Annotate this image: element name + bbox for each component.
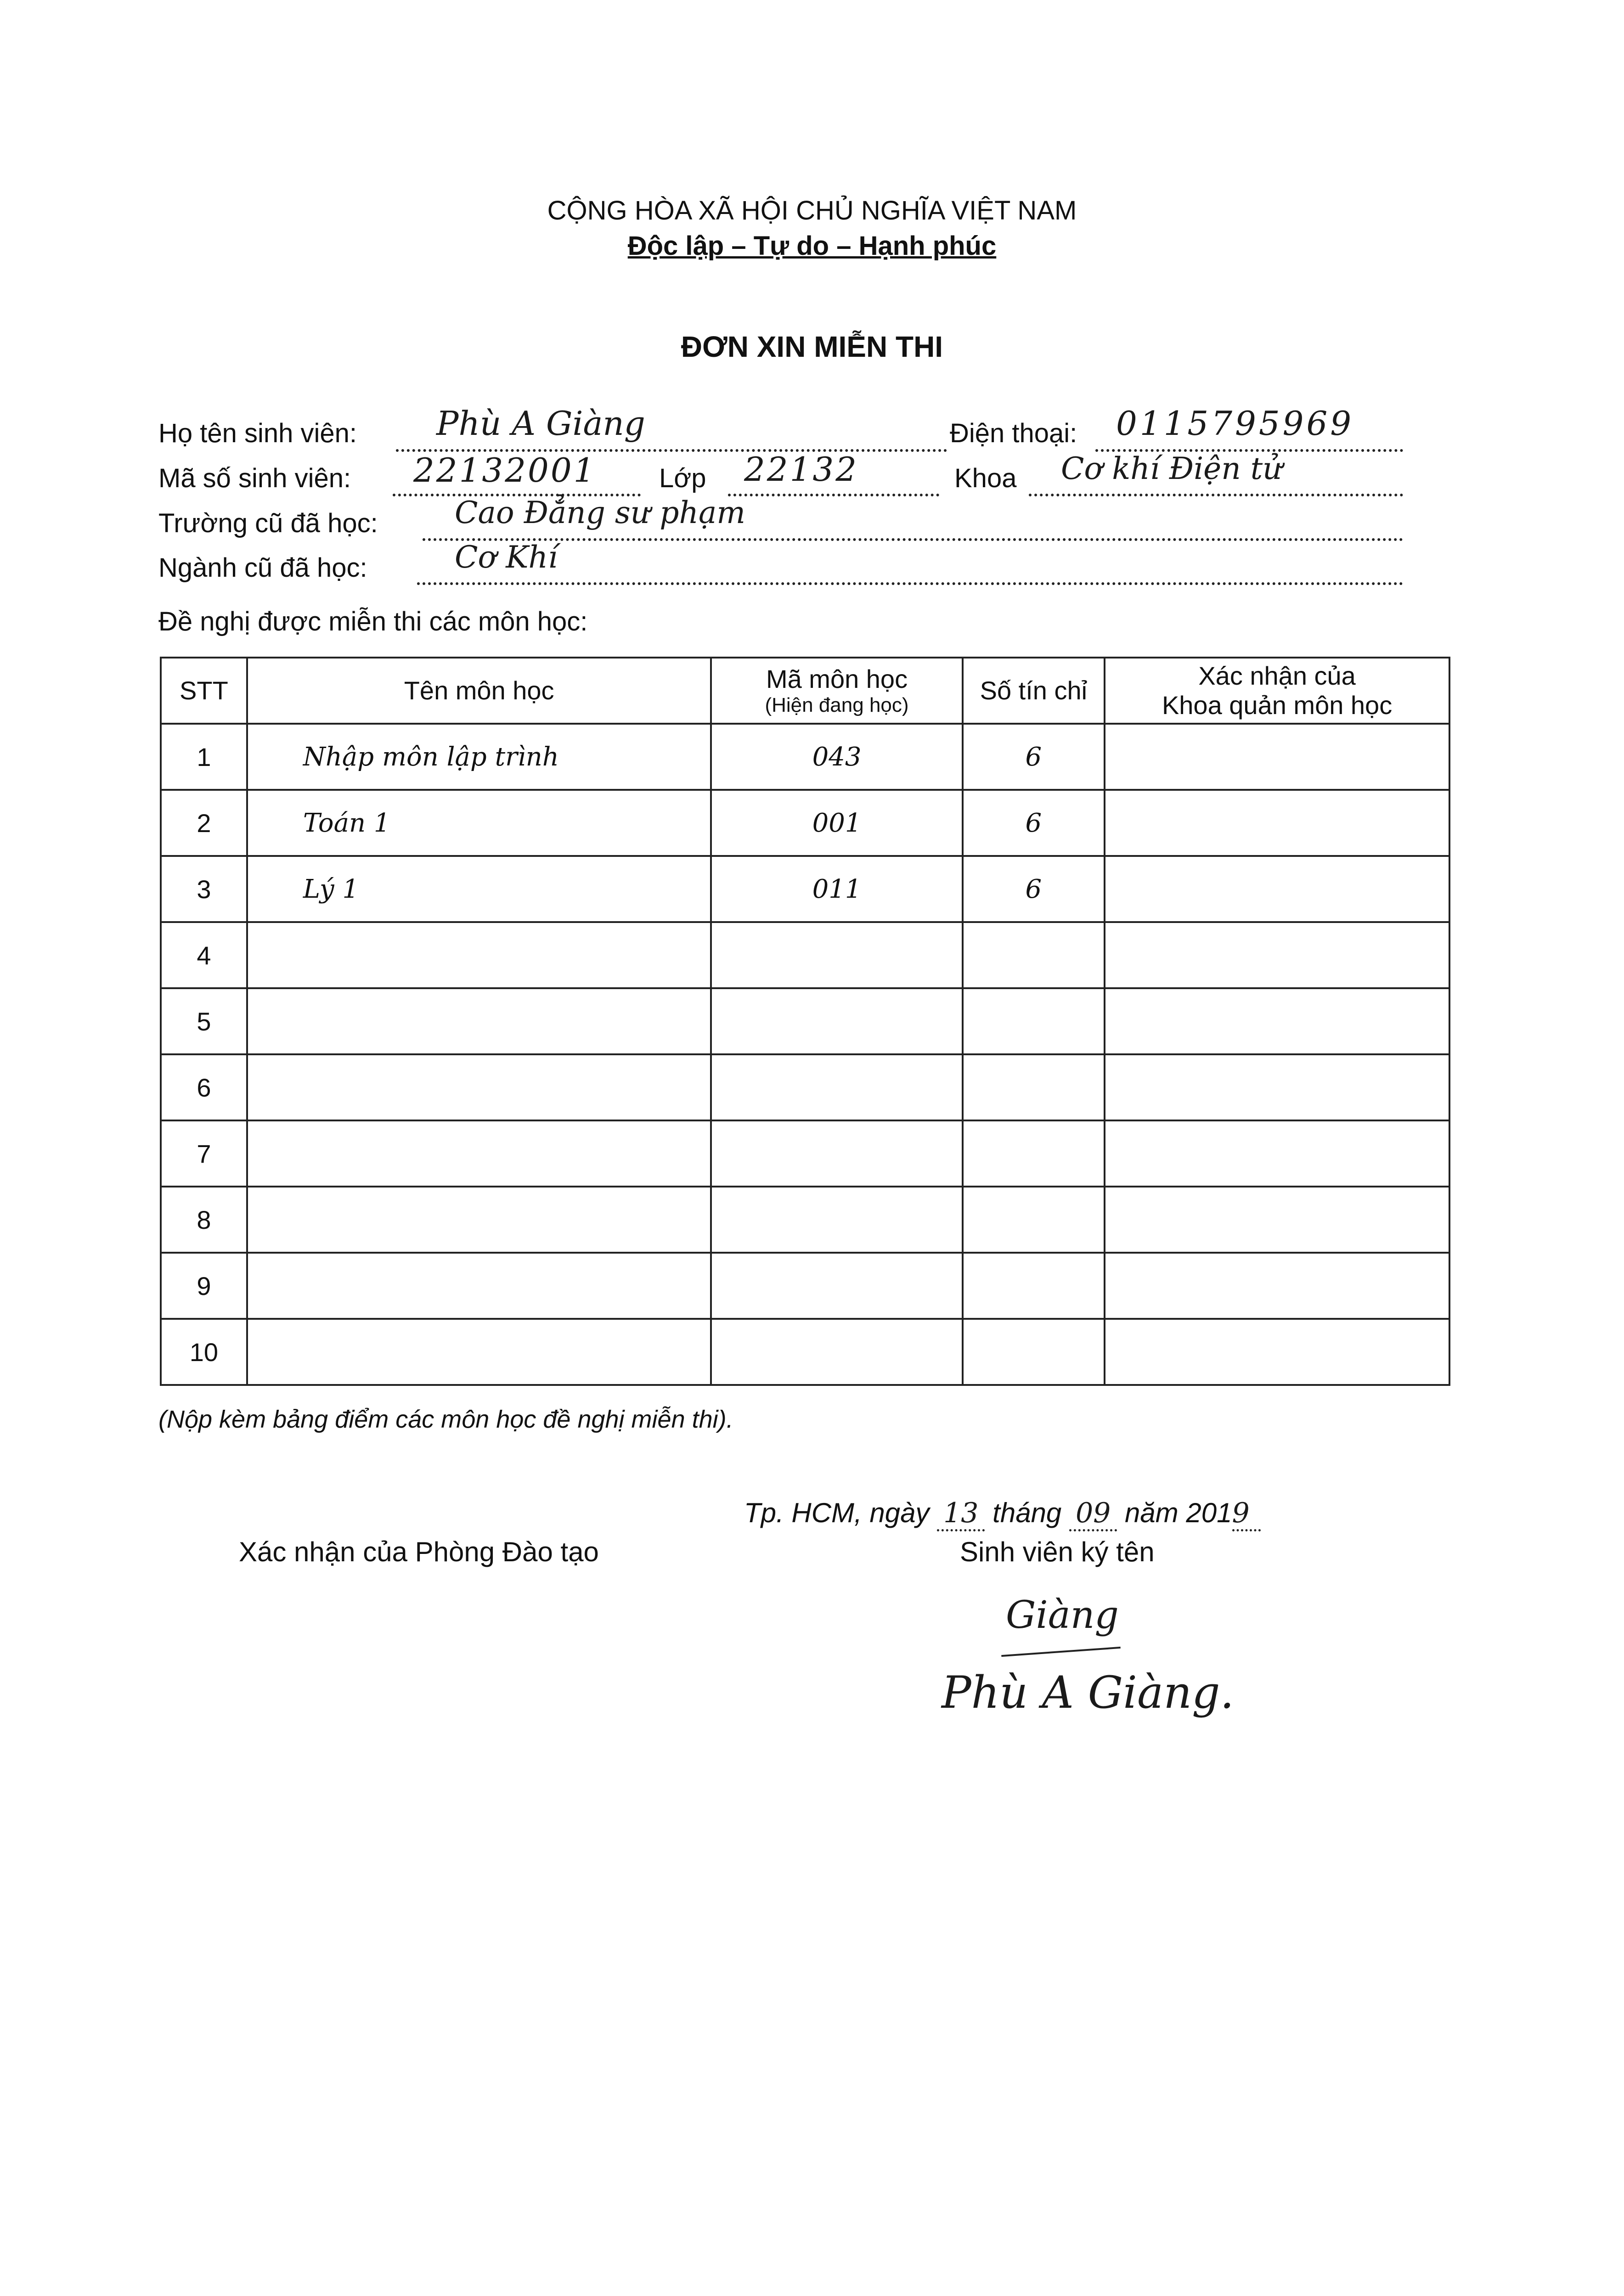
old-major-dotline xyxy=(417,582,1403,585)
cell-stt: 3 xyxy=(161,856,247,922)
attachment-note: (Nộp kèm bảng điểm các môn học đề nghị miễn thi). xyxy=(158,1406,733,1433)
class-label: Lớp xyxy=(659,463,706,493)
cell-stt: 4 xyxy=(161,922,247,988)
header-subject-code-sub: (Hiện đang học) xyxy=(765,693,909,716)
cell-subject-name[interactable]: Lý 1 xyxy=(247,856,711,922)
cell-credits[interactable] xyxy=(963,1319,1105,1385)
cell-credits[interactable] xyxy=(963,988,1105,1054)
cell-faculty-confirm[interactable] xyxy=(1105,1054,1449,1120)
class-value[interactable]: 22132 xyxy=(744,450,859,489)
cell-credits[interactable]: 6 xyxy=(963,724,1105,790)
motto-header: Độc lập – Tự do – Hạnh phúc xyxy=(627,231,997,261)
cell-subject-name[interactable] xyxy=(247,1187,711,1253)
cell-stt: 8 xyxy=(161,1187,247,1253)
cell-stt: 1 xyxy=(161,724,247,790)
date-year-label: năm 201 xyxy=(1125,1497,1232,1528)
header-credits: Số tín chỉ xyxy=(963,658,1105,724)
cell-faculty-confirm[interactable] xyxy=(1105,856,1449,922)
cell-subject-code[interactable] xyxy=(711,1253,962,1319)
table-row xyxy=(161,1319,1449,1385)
cell-faculty-confirm[interactable] xyxy=(1105,790,1449,856)
cell-credits[interactable] xyxy=(963,922,1105,988)
signature-short: Giàng xyxy=(1006,1593,1119,1637)
table-row xyxy=(161,922,1449,988)
phone-label: Điện thoại: xyxy=(950,418,1077,448)
nation-header: CỘNG HÒA XÃ HỘI CHỦ NGHĨA VIỆT NAM xyxy=(547,196,1077,225)
table-row xyxy=(161,724,1449,790)
student-name-label: Họ tên sinh viên: xyxy=(158,418,357,448)
cell-credits[interactable] xyxy=(963,1187,1105,1253)
training-office-confirm: Xác nhận của Phòng Đào tạo xyxy=(239,1536,599,1567)
cell-stt: 9 xyxy=(161,1253,247,1319)
cell-credits[interactable]: 6 xyxy=(963,790,1105,856)
cell-subject-code[interactable] xyxy=(711,1120,962,1187)
cell-subject-code[interactable] xyxy=(711,1319,962,1385)
faculty-dotline xyxy=(1029,494,1403,496)
table-row xyxy=(161,1187,1449,1253)
request-line: Đề nghị được miễn thi các môn học: xyxy=(158,607,588,636)
cell-credits[interactable] xyxy=(963,1120,1105,1187)
header-faculty-confirm xyxy=(1105,658,1449,724)
old-major-value[interactable]: Cơ Khí xyxy=(455,540,558,575)
cell-subject-code[interactable] xyxy=(711,1187,962,1253)
cell-credits[interactable] xyxy=(963,1054,1105,1120)
form-title: ĐƠN XIN MIỄN THI xyxy=(681,330,943,363)
cell-subject-name[interactable] xyxy=(247,922,711,988)
header-confirm-line1: Xác nhận của xyxy=(1198,661,1356,690)
cell-faculty-confirm[interactable] xyxy=(1105,1253,1449,1319)
cell-credits[interactable]: 6 xyxy=(963,856,1105,922)
faculty-label: Khoa xyxy=(954,463,1017,493)
cell-subject-code[interactable]: 001 xyxy=(711,790,962,856)
student-sign-label: Sinh viên ký tên xyxy=(960,1536,1155,1567)
date-day[interactable]: 13 xyxy=(937,1497,985,1531)
cell-stt: 2 xyxy=(161,790,247,856)
student-id-label: Mã số sinh viên: xyxy=(158,463,351,493)
faculty-value[interactable]: Cơ khí Điện tử xyxy=(1061,451,1282,486)
date-prefix: Tp. HCM, ngày xyxy=(744,1497,930,1528)
cell-subject-code[interactable] xyxy=(711,988,962,1054)
old-major-label: Ngành cũ đã học: xyxy=(158,553,367,583)
table-row xyxy=(161,1054,1449,1120)
cell-subject-name[interactable] xyxy=(247,1054,711,1120)
old-school-label: Trường cũ đã học: xyxy=(158,508,378,538)
cell-subject-name[interactable] xyxy=(247,988,711,1054)
cell-stt: 10 xyxy=(161,1319,247,1385)
subjects-table xyxy=(160,657,1450,1386)
cell-faculty-confirm[interactable] xyxy=(1105,1319,1449,1385)
cell-subject-name[interactable] xyxy=(247,1319,711,1385)
table-row xyxy=(161,1120,1449,1187)
table-row xyxy=(161,1253,1449,1319)
cell-faculty-confirm[interactable] xyxy=(1105,1187,1449,1253)
cell-faculty-confirm[interactable] xyxy=(1105,724,1449,790)
cell-faculty-confirm[interactable] xyxy=(1105,1120,1449,1187)
cell-stt: 6 xyxy=(161,1054,247,1120)
cell-subject-name[interactable] xyxy=(247,1253,711,1319)
cell-subject-code[interactable]: 011 xyxy=(711,856,962,922)
student-id-value[interactable]: 22132001 xyxy=(413,451,597,490)
header-confirm-line2: Khoa quản môn học xyxy=(1162,691,1393,720)
signature-full-name: Phù A Giàng. xyxy=(942,1667,1235,1718)
cell-credits[interactable] xyxy=(963,1253,1105,1319)
cell-subject-name[interactable]: Nhập môn lập trình xyxy=(247,724,711,790)
cell-subject-code[interactable] xyxy=(711,1054,962,1120)
cell-subject-name[interactable]: Toán 1 xyxy=(247,790,711,856)
cell-subject-code[interactable] xyxy=(711,922,962,988)
table-row xyxy=(161,790,1449,856)
cell-faculty-confirm[interactable] xyxy=(1105,988,1449,1054)
cell-stt: 5 xyxy=(161,988,247,1054)
header-subject-name: Tên môn học xyxy=(247,658,711,724)
date-month-label: tháng xyxy=(992,1497,1062,1528)
cell-subject-name[interactable] xyxy=(247,1120,711,1187)
header-subject-code-main: Mã môn học xyxy=(766,664,908,693)
date-year-digit[interactable]: 9 xyxy=(1232,1497,1261,1531)
phone-value[interactable]: 0115795969 xyxy=(1116,404,1354,443)
table-row xyxy=(161,988,1449,1054)
header-stt: STT xyxy=(161,658,247,724)
old-school-value[interactable]: Cao Đẳng sư phạm xyxy=(455,495,745,530)
old-school-dotline xyxy=(423,538,1403,541)
signature-stroke xyxy=(1001,1647,1121,1657)
cell-stt: 7 xyxy=(161,1120,247,1187)
header-subject-code xyxy=(711,658,962,724)
student-name-value[interactable]: Phù A Giàng xyxy=(436,404,645,443)
cell-subject-code[interactable]: 043 xyxy=(711,724,962,790)
table-row xyxy=(161,856,1449,922)
cell-faculty-confirm[interactable] xyxy=(1105,922,1449,988)
date-month[interactable]: 09 xyxy=(1069,1497,1117,1531)
class-dotline xyxy=(728,494,939,496)
table-header-row xyxy=(161,658,1449,724)
date-line xyxy=(744,1497,1261,1529)
